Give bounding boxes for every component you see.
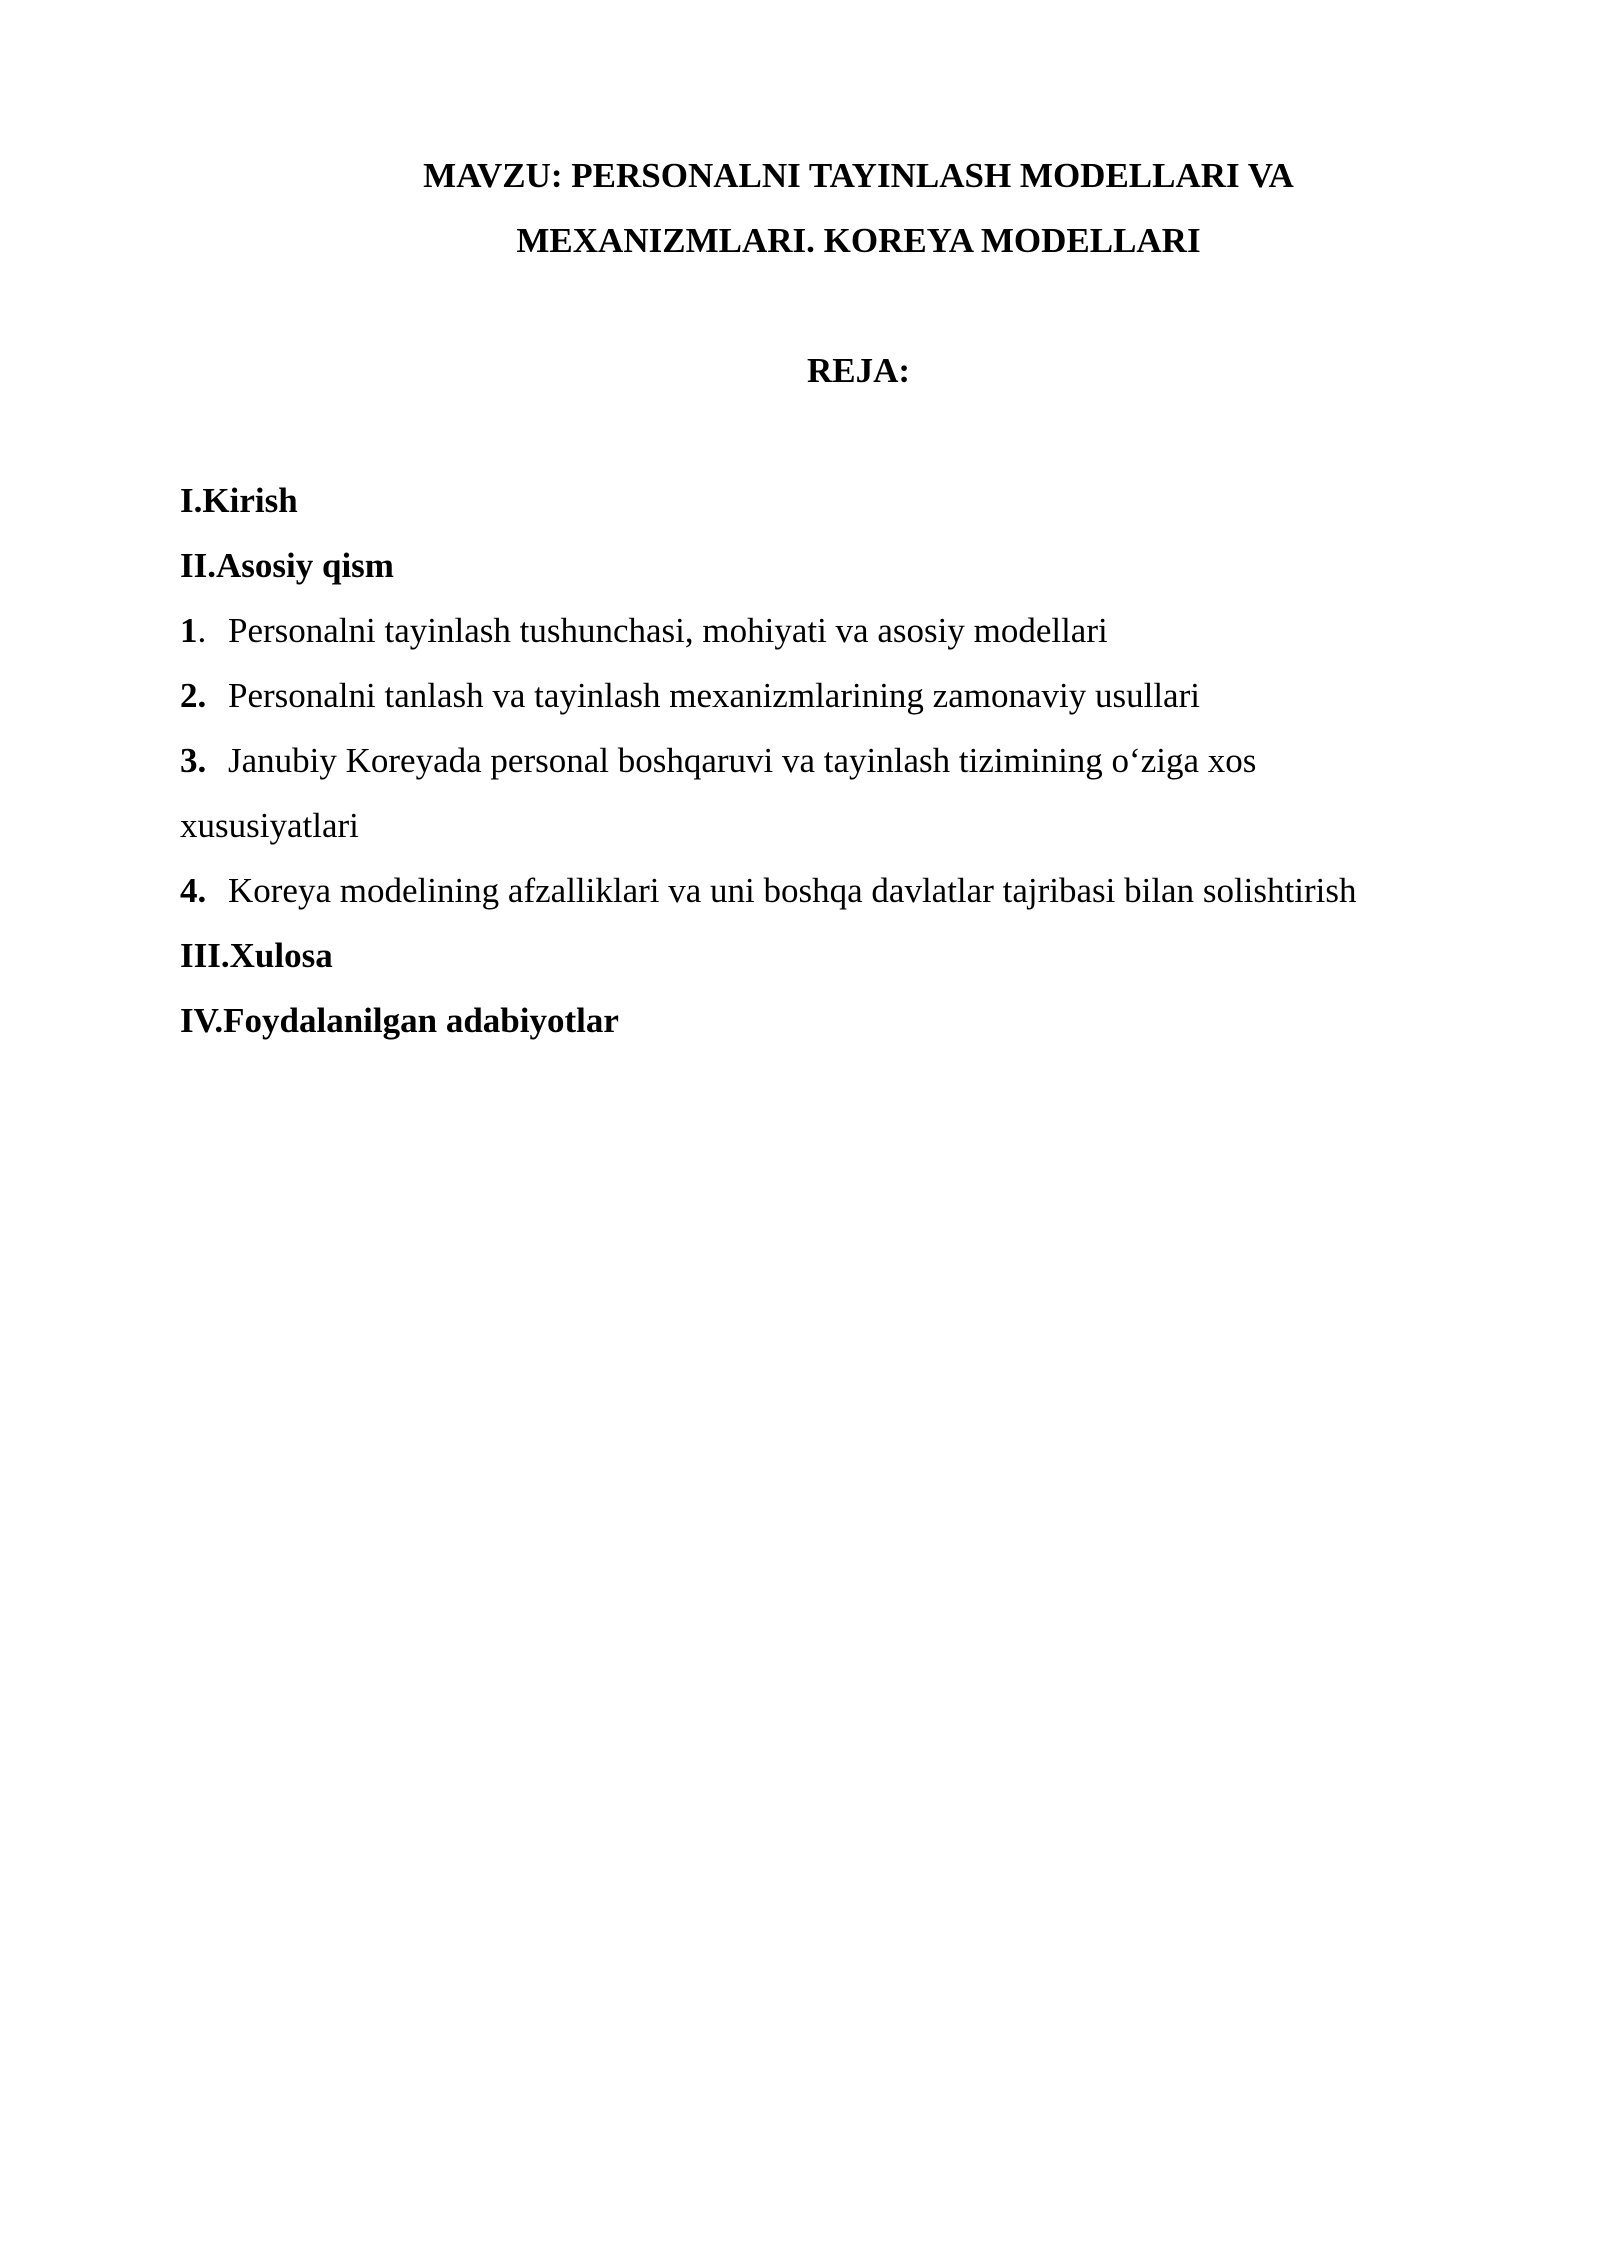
plan-item-1 <box>180 611 1540 676</box>
plan-item-3 <box>180 741 1540 806</box>
plan-item-3-number: 3. <box>180 741 207 780</box>
section-intro: I.Kirish <box>180 481 298 520</box>
section-references: IV.Foydalanilgan adabiyotlar <box>180 1001 619 1040</box>
plan-item-1-text: Personalni tayinlash tushunchasi, mohiyati va asosiy modellari <box>228 611 1108 650</box>
document-title-line-2: MEXANIZMLARI. KOREYA MODELLARI <box>516 221 1201 260</box>
plan-item-4 <box>180 871 1540 936</box>
plan-item-2 <box>180 676 1540 741</box>
plan-item-2-text: Personalni tanlash va tayinlash mexanizmlarining zamonaviy usullari <box>228 676 1200 715</box>
plan-list <box>180 481 1540 1066</box>
plan-item-2-number: 2. <box>180 676 207 715</box>
section-conclusion: III.Xulosa <box>180 936 333 975</box>
document-title-line-1: MAVZU: PERSONALNI TAYINLASH MODELLARI VA <box>423 156 1294 195</box>
section-main: II.Asosiy qism <box>180 546 394 585</box>
plan-item-3-text: Janubiy Koreyada personal boshqaruvi va tayinlash tizimining o‘ziga xos <box>228 741 1257 780</box>
plan-item-4-text: Koreya modelining afzalliklari va uni boshqa davlatlar tajribasi bilan solishtirish <box>228 871 1357 910</box>
plan-item-4-number: 4. <box>180 871 207 910</box>
plan-item-3-continuation: xususiyatlari <box>180 806 359 845</box>
plan-item-1-number: 1. <box>180 611 207 650</box>
plan-heading: REJA: <box>806 351 911 390</box>
